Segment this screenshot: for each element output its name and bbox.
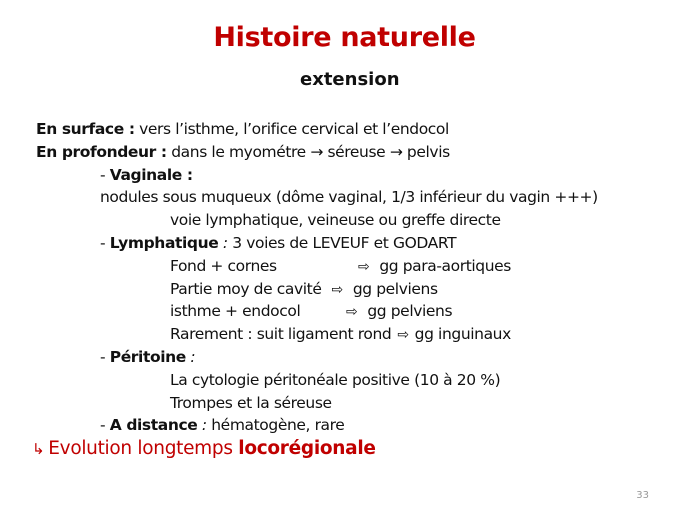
lymph-row-right: gg pelviens bbox=[367, 302, 453, 321]
lymph-row-left: Fond + cornes bbox=[170, 256, 277, 275]
hollow-arrow-icon: ⇨ bbox=[346, 304, 358, 321]
perit-heading bbox=[36, 346, 676, 369]
distance-label: A distance bbox=[109, 416, 198, 435]
lymph-text: 3 voies de LEVEUF et GODART bbox=[227, 233, 457, 252]
hollow-arrow-icon: ⇨ bbox=[397, 327, 409, 344]
lymph-heading bbox=[36, 232, 676, 255]
slide-subtitle: extension bbox=[300, 69, 400, 90]
surface-label: En surface : bbox=[36, 120, 135, 138]
lymph-colon: : bbox=[218, 233, 228, 252]
vaginale-sub: voie lymphatique, veineuse ou greffe directe bbox=[170, 211, 501, 230]
perit-dash: - bbox=[100, 347, 110, 366]
distance-heading bbox=[36, 414, 676, 437]
perit-sub-1: La cytologie péritonéale positive (10 à 20 %) bbox=[170, 370, 501, 389]
hollow-arrow-icon: ⇨ bbox=[331, 281, 343, 298]
profondeur-text-3: pelvis bbox=[402, 142, 450, 161]
perit-label: Péritoine bbox=[109, 347, 186, 366]
profondeur-line bbox=[36, 141, 676, 164]
lymph-row bbox=[36, 300, 676, 323]
lymph-row-right: gg pelviens bbox=[352, 279, 438, 298]
lymph-rare-row bbox=[36, 323, 676, 346]
conclusion-text: Evolution longtemps bbox=[48, 438, 239, 459]
slide-body bbox=[36, 118, 676, 437]
profondeur-text-1: dans le myométre bbox=[166, 142, 311, 161]
lymph-dash: - bbox=[100, 233, 110, 252]
vaginale-dash: - bbox=[100, 165, 110, 184]
arrow-right-icon: → bbox=[389, 142, 403, 161]
surface-line bbox=[36, 118, 676, 141]
surface-text: vers l’isthme, l’orifice cervical et l’endocol bbox=[134, 120, 449, 138]
lymph-rare-left: Rarement : suit ligament rond bbox=[170, 325, 392, 344]
lymph-row-left: Partie moy de cavité bbox=[170, 279, 322, 298]
slide-title: Histoire naturelle bbox=[213, 22, 476, 53]
conclusion bbox=[32, 438, 376, 459]
lymph-rare-right: gg inguinaux bbox=[414, 325, 511, 344]
profondeur-label: En profondeur : bbox=[36, 142, 167, 161]
perit-sub-2: Trompes et la séreuse bbox=[170, 393, 332, 412]
vaginale-text: nodules sous muqueux (dôme vaginal, 1/3 inférieur du vagin +++) bbox=[100, 188, 598, 207]
perit-colon: : bbox=[185, 347, 196, 366]
vaginale-label: Vaginale : bbox=[109, 165, 193, 184]
hook-arrow-icon: ↳ bbox=[32, 440, 45, 458]
conclusion-bold: locorégionale bbox=[238, 438, 376, 459]
lymph-row-left: isthme + endocol bbox=[170, 302, 301, 321]
distance-dash: - bbox=[100, 416, 110, 435]
page-number: 33 bbox=[636, 490, 649, 501]
vaginale-heading bbox=[36, 164, 676, 187]
lymph-label: Lymphatique bbox=[109, 233, 219, 252]
lymph-row-right: gg para-aortiques bbox=[379, 256, 511, 275]
lymph-row bbox=[36, 278, 676, 301]
distance-colon: : bbox=[197, 416, 207, 435]
distance-text: hématogène, rare bbox=[206, 416, 345, 435]
arrow-right-icon: → bbox=[310, 142, 323, 161]
lymph-row bbox=[36, 255, 676, 278]
hollow-arrow-icon: ⇨ bbox=[358, 258, 370, 275]
profondeur-text-2: séreuse bbox=[322, 142, 390, 161]
